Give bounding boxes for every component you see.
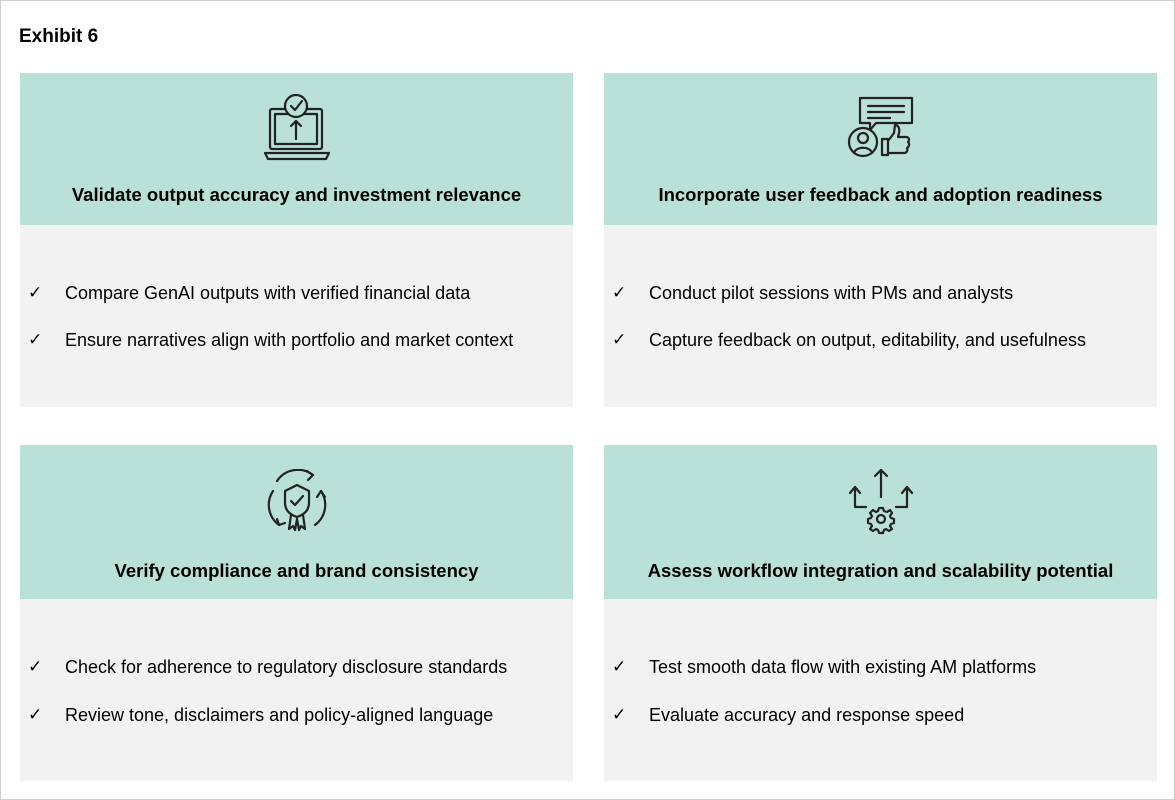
card-header: [20, 73, 573, 225]
user-feedback-thumbs-up-icon: [846, 95, 916, 161]
check-mark-icon: ✓: [28, 705, 43, 724]
card-title: Assess workflow integration and scalability potential: [647, 560, 1114, 581]
exhibit-title: Exhibit 6: [19, 26, 99, 47]
check-mark-icon: ✓: [612, 283, 627, 302]
bullet-text: Capture feedback on output, editability, and usefulness: [649, 330, 1086, 350]
card-workflow-integration: [604, 445, 1157, 781]
bullet-text: Ensure narratives align with portfolio and market context: [65, 330, 514, 350]
card-body: [604, 225, 1157, 407]
check-mark-icon: ✓: [28, 330, 43, 349]
bullet-text: Compare GenAI outputs with verified financial data: [65, 283, 471, 303]
laptop-check-icon: [261, 93, 333, 163]
card-title: Verify compliance and brand consistency: [114, 560, 479, 581]
card-title: Incorporate user feedback and adoption readiness: [658, 184, 1103, 205]
check-mark-icon: ✓: [28, 283, 43, 302]
gear-arrows-icon: [846, 467, 916, 537]
card-body: [604, 599, 1157, 781]
card-verify-compliance: [20, 445, 573, 781]
card-body: [20, 225, 573, 407]
card-body: [20, 599, 573, 781]
compliance-badge-icon: [263, 469, 331, 535]
card-header: [604, 445, 1157, 599]
bullet-text: Evaluate accuracy and response speed: [649, 705, 965, 725]
card-user-feedback: [604, 73, 1157, 407]
card-header: [604, 73, 1157, 225]
card-title: Validate output accuracy and investment relevance: [71, 184, 522, 205]
check-mark-icon: ✓: [612, 705, 627, 724]
bullet-text: Test smooth data flow with existing AM platforms: [649, 657, 1037, 677]
check-mark-icon: ✓: [612, 657, 627, 676]
bullet-text: Conduct pilot sessions with PMs and analysts: [649, 283, 1014, 303]
bullet-text: Check for adherence to regulatory disclosure standards: [65, 657, 508, 677]
bullet-text: Review tone, disclaimers and policy-aligned language: [65, 705, 494, 725]
card-validate-accuracy: [20, 73, 573, 407]
check-mark-icon: ✓: [612, 330, 627, 349]
card-header: [20, 445, 573, 599]
check-mark-icon: ✓: [28, 657, 43, 676]
